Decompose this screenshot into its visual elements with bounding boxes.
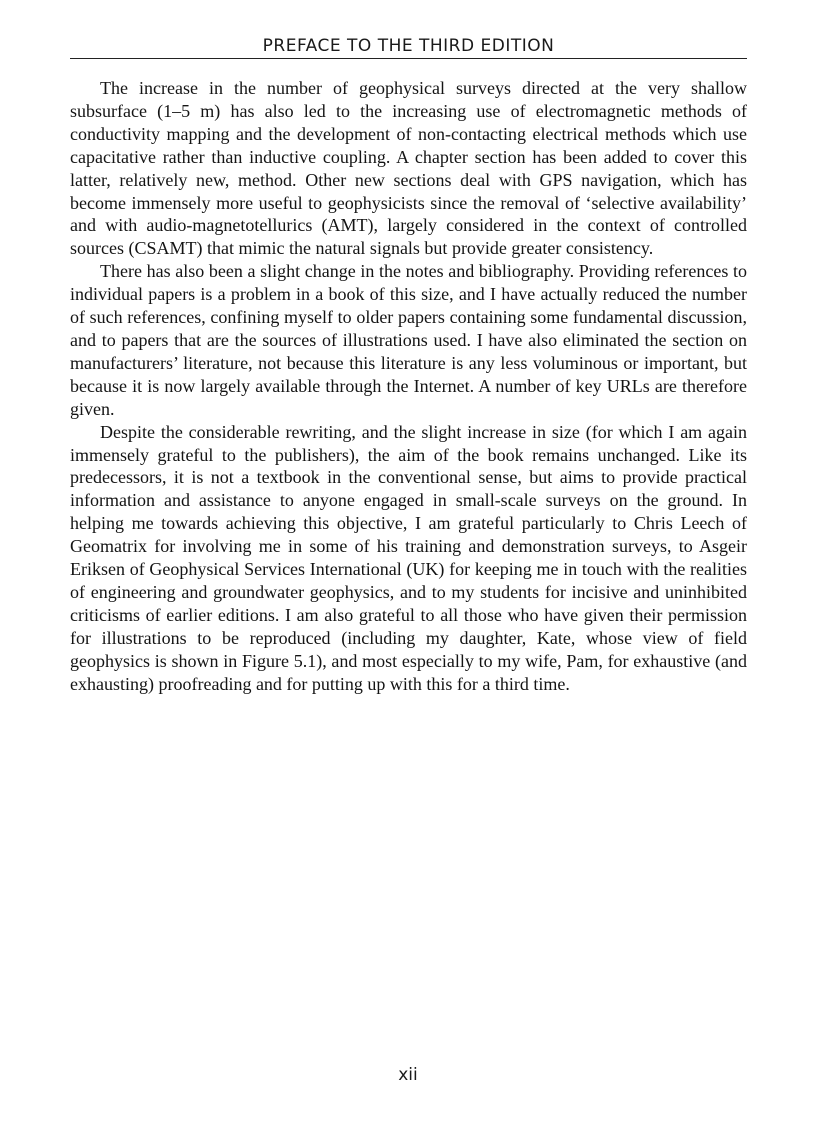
preface-body [70, 77, 747, 695]
header-rule [70, 58, 747, 59]
paragraph-3: Despite the considerable rewriting, and the slight increase in size (for which I am again immensely grateful to the publishers), the aim of the book remains unchanged. Like its predecessors, it is not a textbook in the conventional sense, but aims to provide practical information and assistance to anyone engaged in small-scale surveys on the ground. In helping me towards achieving this objective, I am grateful particularly to Chris Leech of Geomatrix for involving me in some of his training and demonstration surveys, to Asgeir Eriksen of Geophysical Services International (UK) for keeping me in touch with the realities of engineering and groundwater geophysics, and to my students for incisive and uninhibited criticisms of earlier editions. I am also grateful to all those who have given their permission for illustrations to be reproduced (including my daughter, Kate, whose view of field geophysics is shown in Figure 5.1), and most especially to my wife, Pam, for exhaustive (and exhausting) proofreading and for putting up with this for a third time. [70, 421, 747, 694]
page-number: xii [398, 1065, 418, 1085]
paragraph-1: The increase in the number of geophysical surveys directed at the very shallow subsurface (1–5 m) has also led to the increasing use of electromagnetic methods of conductivity mapping and the development of non-contacting electrical methods which use capacitative rather than inductive coupling. A chapter section has been added to cover this latter, relatively new, method. Other new sections deal with GPS navigation, which has become immensely more useful to geophysicists since the removal of ‘selective availability’ and with audio-magnetotellurics (AMT), largely considered in the context of controlled sources (CSAMT) that mimic the natural signals but provide greater consistency. [70, 78, 747, 259]
running-head-title: PREFACE TO THE THIRD EDITION [262, 36, 555, 56]
paragraph-2: There has also been a slight change in the notes and bibliography. Providing references to individual papers is a problem in a book of this size, and I have actually reduced the number of such references, confining myself to older papers containing some fundamental discussion, and to papers that are the sources of illustrations used. I have also eliminated the section on manufacturers’ literature, not because this literature is any less voluminous or important, but because it is now largely available through the Internet. A number of key URLs are therefore given. [70, 261, 747, 419]
